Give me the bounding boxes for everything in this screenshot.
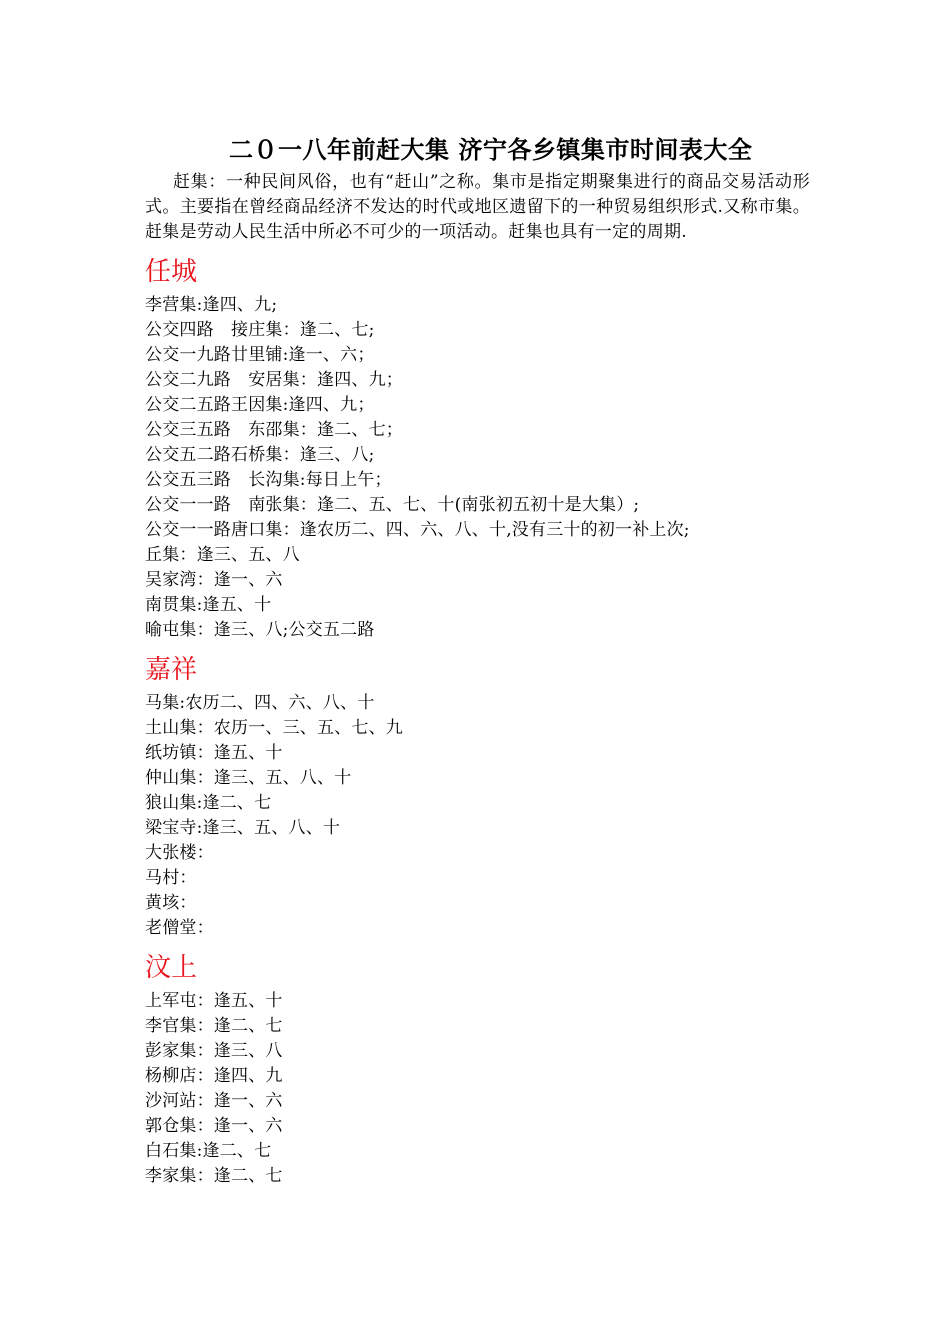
market-entry: 仲山集：逢三、五、八、十 [145,768,352,788]
market-entry: 沙河站：逢一、六 [145,1091,283,1111]
market-entry: 大张楼： [145,843,214,863]
market-list [145,691,810,941]
market-entry: 公交二五路王因集:逢四、九； [145,395,375,415]
market-entry: 喻屯集：逢三、八;公交五二路 [145,620,375,640]
market-entry: 李营集:逢四、九; [145,295,278,315]
market-entry: 吴家湾：逢一、六 [145,570,283,590]
section-jiaxiang [145,653,810,941]
market-entry: 彭家集：逢三、八 [145,1041,283,1061]
market-list [145,989,810,1189]
market-entry: 李官集：逢二、七 [145,1016,283,1036]
market-entry: 郭仓集：逢一、六 [145,1116,283,1136]
market-entry: 公交五三路 长沟集:每日上午； [145,470,392,490]
section-wenshang [145,951,810,1189]
section-heading: 嘉祥 [145,655,198,685]
intro-paragraph: 赶集：一种民间风俗，也有“赶山”之称。集市是指定期聚集进行的商品交易活动形式。主要指在曾经商品经济不发达的时代或地区遗留下的一种贸易组织形式.又称市集。赶集是劳动人民生活中所必不可少的一项活动。赶集也具有一定的周期. [145,172,810,242]
market-list [145,293,810,643]
market-entry: 公交一九路廿里铺:逢一、六； [145,345,375,365]
market-entry: 白石集:逢二、七 [145,1141,272,1161]
market-entry: 上军屯：逢五、十 [145,991,283,1011]
section-rencheng [145,255,810,643]
market-entry: 李家集：逢二、七 [145,1166,283,1186]
market-entry: 马村： [145,868,197,888]
market-entry: 黄垓： [145,893,197,913]
document-title: 二０一八年前赶大集 济宁各乡镇集市时间表大全 [229,136,753,164]
market-entry: 公交五二路石桥集：逢三、八; [145,445,375,465]
market-entry: 土山集：农历一、三、五、七、九 [145,718,403,738]
market-entry: 马集:农历二、四、六、八、十 [145,693,375,713]
section-heading: 任城 [145,257,198,287]
market-entry: 纸坊镇：逢五、十 [145,743,283,763]
market-entry: 南贯集:逢五、十 [145,595,272,615]
market-entry: 公交三五路 东邵集：逢二、七； [145,420,403,440]
market-entry: 梁宝寺:逢三、五、八、十 [145,818,341,838]
market-entry: 杨柳店：逢四、九 [145,1066,283,1086]
market-entry: 丘集：逢三、五、八 [145,545,300,565]
market-entry: 公交四路 接庄集：逢二、七; [145,320,375,340]
market-entry: 公交一一路唐口集：逢农历二、四、六、八、十,没有三十的初一补上次; [145,520,690,540]
document-page [145,130,810,1189]
market-entry: 公交一一路 南张集：逢二、五、七、十(南张初五初十是大集）; [145,495,640,515]
market-entry: 狼山集:逢二、七 [145,793,272,813]
section-heading: 汶上 [145,953,198,983]
market-entry: 公交二九路 安居集：逢四、九； [145,370,403,390]
market-entry: 老僧堂： [145,918,214,938]
